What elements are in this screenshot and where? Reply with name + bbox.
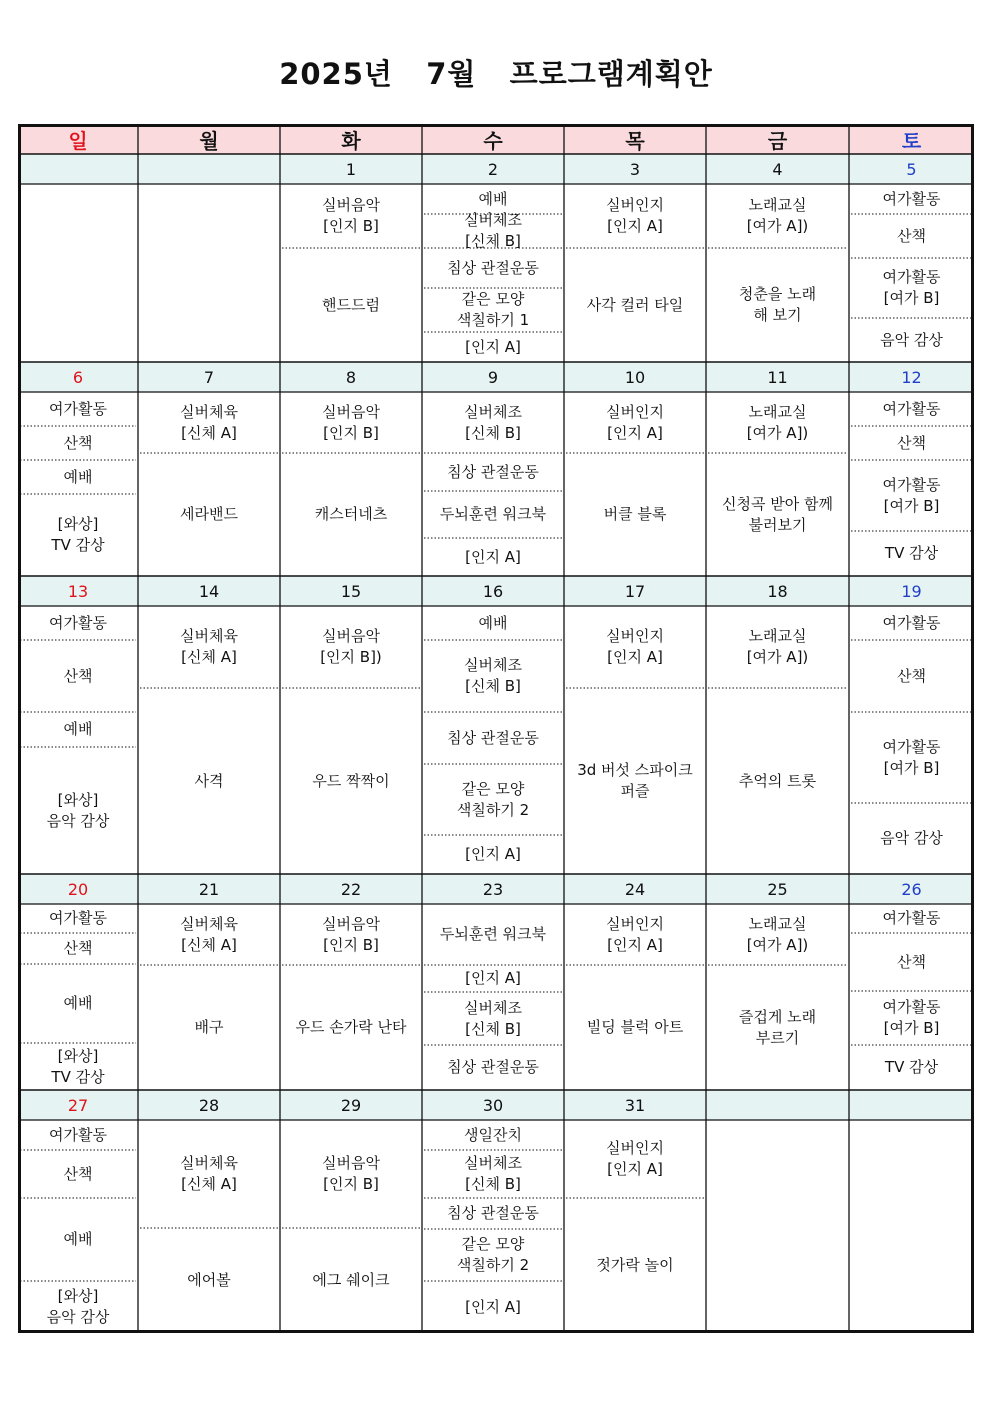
- program-calendar: [18, 124, 974, 1333]
- activity-cell: 실버체육 [신체 A]: [180, 402, 238, 442]
- activity-cell: 실버체조 [신체 B]: [464, 656, 522, 695]
- date-cell: 15: [280, 576, 422, 606]
- activity-cell: 사각 컬러 타일: [586, 295, 684, 314]
- activity-cell: 실버인지 [인지 A]: [606, 627, 664, 666]
- activity-cell: 같은 모양 색칠하기 1: [456, 290, 530, 329]
- activity-cell: 예배: [63, 720, 93, 738]
- activity-cell: 여가활동 [여가 B]: [882, 998, 941, 1037]
- activity-cell: 실버체조 [신체 B]: [464, 998, 522, 1038]
- activity-cell: 침상 관절운동: [447, 258, 539, 277]
- activity-cell: 두뇌훈련 워크북: [439, 505, 547, 523]
- activity-cell: 실버음악 [인지 B]): [320, 627, 382, 666]
- date-cell: 22: [280, 874, 422, 904]
- weekday-header: 월: [138, 124, 280, 154]
- date-cell: 7: [138, 362, 280, 392]
- date-cell: 16: [422, 576, 564, 606]
- activity-cell: 젓가락 놀이: [596, 1256, 674, 1274]
- activity-cell: 산책: [897, 666, 926, 685]
- activity-cell: 실버체육 [신체 A]: [180, 914, 238, 954]
- page-title: 2025년 7월 프로그램계획안: [279, 57, 713, 91]
- weekday-header: 목: [564, 124, 706, 154]
- date-cell: 17: [564, 576, 706, 606]
- date-cell: 14: [138, 576, 280, 606]
- activity-cell: 여가활동: [882, 909, 941, 927]
- activity-cell: [와상] 음악 감상: [46, 1287, 110, 1326]
- activity-cell: [와상] TV 감상: [51, 515, 105, 554]
- activity-cell: 3d 버섯 스파이크 퍼즐: [577, 761, 693, 800]
- date-cell: 5: [849, 154, 974, 184]
- date-cell: 19: [849, 576, 974, 606]
- date-cell: 29: [280, 1090, 422, 1120]
- date-cell: 21: [138, 874, 280, 904]
- activity-cell: 추억의 트롯: [738, 771, 817, 790]
- date-cell: 2: [422, 154, 564, 184]
- activity-cell: 노래교실 [여가 A]): [746, 914, 809, 954]
- activity-cell: 실버체조 [신체 B]: [464, 1154, 522, 1193]
- activity-cell: 에어볼: [187, 1271, 231, 1289]
- date-cell: [18, 154, 138, 184]
- date-cell: 6: [18, 362, 138, 392]
- activity-cell: 여가활동 [여가 B]: [882, 475, 941, 515]
- activity-cell: 실버인지 [인지 A]: [606, 914, 664, 954]
- activity-cell: 에그 쉐이크: [312, 1271, 390, 1289]
- activity-cell: 산책: [897, 226, 926, 245]
- activity-cell: 세라밴드: [180, 505, 238, 523]
- activity-cell: 실버음악 [인지 B]: [322, 196, 380, 235]
- activity-cell: 예배: [63, 994, 93, 1012]
- activity-cell: 실버음악 [인지 B]: [322, 1154, 380, 1193]
- activity-cell: 실버음악 [인지 B]: [322, 914, 380, 954]
- date-cell: 20: [18, 874, 138, 904]
- activity-cell: 노래교실 [여가 A]): [746, 627, 809, 666]
- weekday-header: 수: [422, 124, 564, 154]
- activity-cell: 여가활동: [882, 399, 941, 418]
- date-cell: [706, 1090, 849, 1120]
- activity-cell: 산책: [63, 939, 93, 957]
- activity-cell: 여가활동: [882, 189, 941, 208]
- date-cell: 9: [422, 362, 564, 392]
- activity-cell: 같은 모양 색칠하기 2: [456, 1235, 530, 1274]
- activity-cell: 음악 감상: [880, 829, 943, 847]
- activity-cell: 실버체육 [신체 A]: [180, 1154, 238, 1193]
- activity-cell: 여가활동: [49, 909, 107, 927]
- activity-cell: [와상] TV 감상: [51, 1046, 105, 1086]
- activity-cell: 여가활동: [49, 613, 107, 632]
- activity-cell: 예배: [63, 1230, 93, 1248]
- activity-cell: 두뇌훈련 워크북: [439, 925, 547, 943]
- activity-cell: 핸드드럼: [322, 295, 380, 314]
- activity-cell: 실버체조 [신체 B]: [464, 402, 522, 442]
- activity-cell: 산책: [63, 1164, 93, 1183]
- activity-cell: 실버인지 [인지 A]: [606, 402, 664, 442]
- activity-cell: 음악 감상: [880, 330, 943, 349]
- activity-cell: 우드 짝짝이: [312, 771, 390, 790]
- activity-cell: 산책: [63, 433, 93, 452]
- date-cell: 28: [138, 1090, 280, 1120]
- activity-cell: 캐스터네츠: [314, 505, 388, 523]
- activity-cell: [인지 A]: [465, 547, 521, 566]
- activity-cell: 노래교실 [여가 A]): [746, 196, 809, 235]
- activity-cell: [인지 A]: [465, 845, 521, 863]
- date-cell: 27: [18, 1090, 138, 1120]
- date-cell: [849, 1090, 974, 1120]
- activity-cell: 여가활동: [49, 1125, 107, 1144]
- date-cell: 4: [706, 154, 849, 184]
- activity-cell: 사격: [194, 771, 224, 790]
- activity-cell: 빌딩 블럭 아트: [586, 1018, 684, 1036]
- date-cell: 18: [706, 576, 849, 606]
- weekday-header: 화: [280, 124, 422, 154]
- activity-cell: 침상 관절운동: [447, 462, 539, 481]
- activity-cell: 산책: [897, 433, 926, 452]
- activity-cell: [인지 A]: [465, 1297, 521, 1316]
- activity-cell: 노래교실 [여가 A]): [746, 402, 809, 442]
- date-cell: 10: [564, 362, 706, 392]
- date-cell: 24: [564, 874, 706, 904]
- activity-cell: 침상 관절운동: [447, 728, 539, 747]
- activity-cell: TV 감상: [884, 1058, 939, 1076]
- activity-cell: 실버인지 [인지 A]: [606, 196, 664, 235]
- activity-cell: 산책: [897, 952, 926, 971]
- activity-cell: 생일잔치: [464, 1125, 522, 1144]
- activity-cell: 여가활동: [49, 399, 107, 418]
- date-cell: 8: [280, 362, 422, 392]
- activity-cell: 청춘을 노래 해 보기: [738, 285, 817, 324]
- date-cell: 1: [280, 154, 422, 184]
- activity-cell: 즐겁게 노래 부르기: [738, 1007, 817, 1047]
- weekday-header: 토: [849, 124, 974, 154]
- activity-cell: [와상] 음악 감상: [46, 790, 110, 830]
- activity-cell: 여가활동: [882, 613, 941, 632]
- date-cell: 12: [849, 362, 974, 392]
- activity-cell: 예배: [478, 189, 508, 208]
- activity-cell: 같은 모양 색칠하기 2: [456, 779, 530, 819]
- date-cell: 11: [706, 362, 849, 392]
- activity-cell: 예배: [63, 467, 93, 486]
- activity-cell: 배구: [194, 1018, 224, 1036]
- activity-cell: 버클 블록: [603, 505, 667, 523]
- date-cell: 23: [422, 874, 564, 904]
- date-cell: [138, 154, 280, 184]
- date-cell: 13: [18, 576, 138, 606]
- activity-cell: 실버체조 [신체 B]: [464, 211, 522, 250]
- weekday-header: 일: [18, 124, 138, 154]
- date-cell: 26: [849, 874, 974, 904]
- date-cell: 3: [564, 154, 706, 184]
- activity-cell: 실버음악 [인지 B]: [322, 402, 380, 442]
- activity-cell: 여가활동 [여가 B]: [882, 268, 941, 307]
- activity-cell: TV 감상: [884, 544, 939, 562]
- date-cell: 31: [564, 1090, 706, 1120]
- activity-cell: 산책: [63, 666, 93, 685]
- activity-cell: 실버체육 [신체 A]: [180, 627, 238, 666]
- activity-cell: 침상 관절운동: [447, 1058, 539, 1076]
- activity-cell: 침상 관절운동: [447, 1204, 539, 1222]
- date-cell: 30: [422, 1090, 564, 1120]
- activity-cell: [인지 A]: [465, 969, 521, 987]
- activity-cell: 예배: [478, 613, 508, 632]
- weekday-header: 금: [706, 124, 849, 154]
- activity-cell: 우드 손가락 난타: [295, 1018, 407, 1036]
- activity-cell: 신청곡 받아 함께 불러보기: [722, 494, 833, 534]
- activity-cell: 실버인지 [인지 A]: [606, 1139, 664, 1178]
- date-cell: 25: [706, 874, 849, 904]
- activity-cell: 여가활동 [여가 B]: [882, 737, 941, 777]
- activity-cell: [인지 A]: [465, 337, 521, 356]
